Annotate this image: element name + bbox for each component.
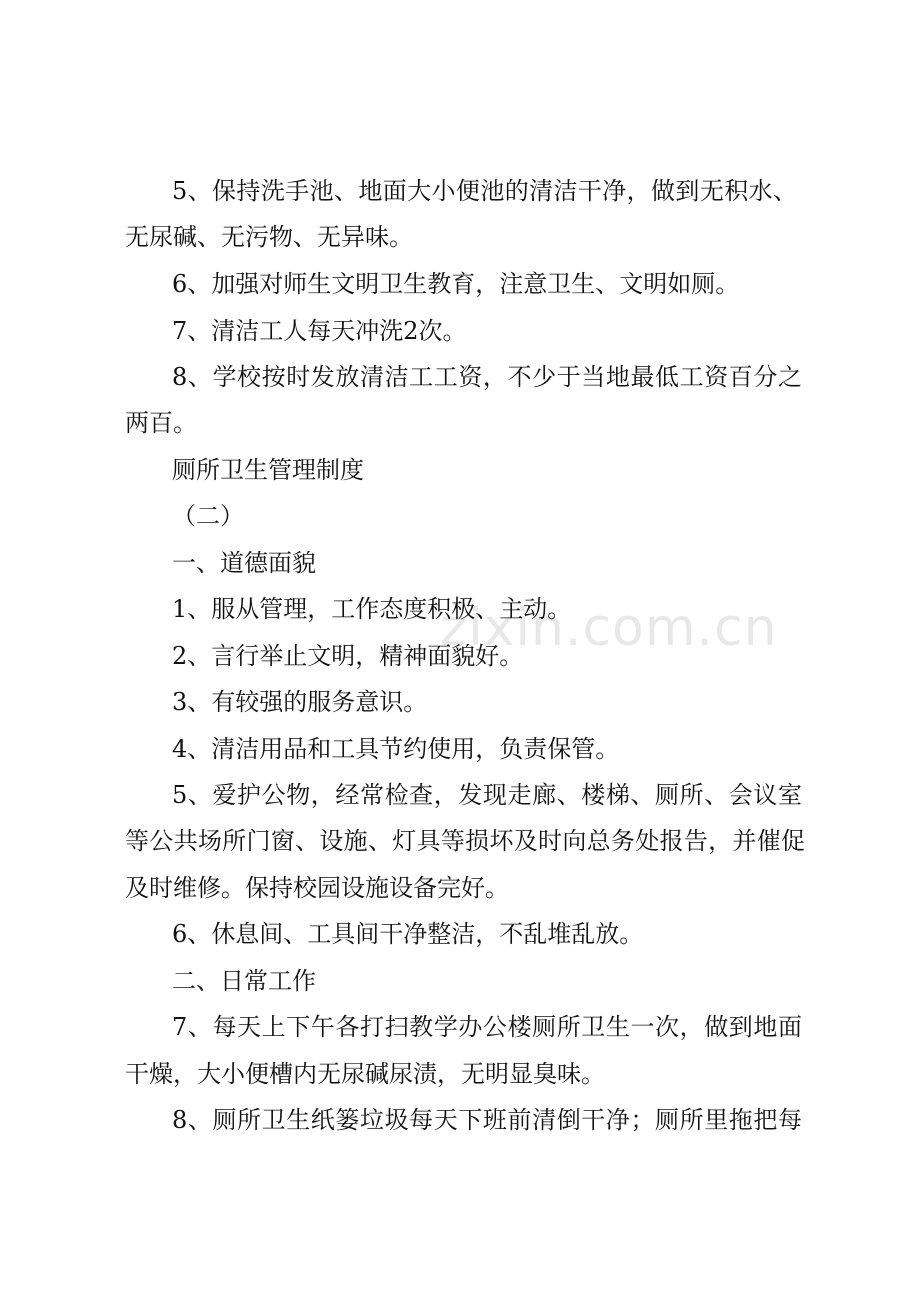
- paragraph-line: 两百。: [125, 409, 197, 437]
- list-item: 8、厕所卫生纸篓垃圾每天下班前清倒干净；厕所里拖把每: [172, 1106, 802, 1134]
- list-item: 7、每天上下午各打扫教学办公楼厕所卫生一次，做到地面: [172, 1013, 802, 1041]
- paragraph-line: 等公共场所门窗、设施、灯具等损坏及时向总务处报告，并催促: [125, 827, 805, 855]
- watermark: zixin.com.cn: [440, 598, 778, 658]
- paragraph-line: 6、加强对师生文明卫生教育，注意卫生、文明如厕。: [172, 270, 740, 298]
- paragraph-line: 5、保持洗手池、地面大小便池的清洁干净，做到无积水、: [172, 177, 797, 205]
- paragraph-line: 及时维修。保持校园设施设备完好。: [125, 874, 509, 902]
- paragraph-line: 无尿碱、无污物、无异味。: [125, 223, 413, 251]
- section-subtitle: （二）: [172, 502, 244, 530]
- paragraph-line: 8、学校按时发放清洁工工资，不少于当地最低工资百分之: [172, 363, 802, 391]
- list-item: 6、休息间、工具间干净整洁，不乱堆乱放。: [172, 920, 644, 948]
- paragraph-line: 干燥，大小便槽内无尿碱尿渍，无明显臭味。: [125, 1060, 605, 1088]
- list-item: 2、言行举止文明，精神面貌好。: [172, 642, 524, 670]
- section-title: 厕所卫生管理制度: [172, 456, 364, 484]
- list-item: 3、有较强的服务意识。: [172, 688, 428, 716]
- list-item: 4、清洁用品和工具节约使用，负责保管。: [172, 735, 620, 763]
- section-heading: 一、道德面貌: [172, 549, 316, 577]
- section-heading: 二、日常工作: [172, 967, 316, 995]
- list-item: 5、爱护公物，经常检查，发现走廊、楼梯、厕所、会议室: [172, 781, 802, 809]
- paragraph-line: 7、清洁工人每天冲洗2次。: [172, 317, 467, 345]
- list-item: 1、服从管理，工作态度积极、主动。: [172, 595, 572, 623]
